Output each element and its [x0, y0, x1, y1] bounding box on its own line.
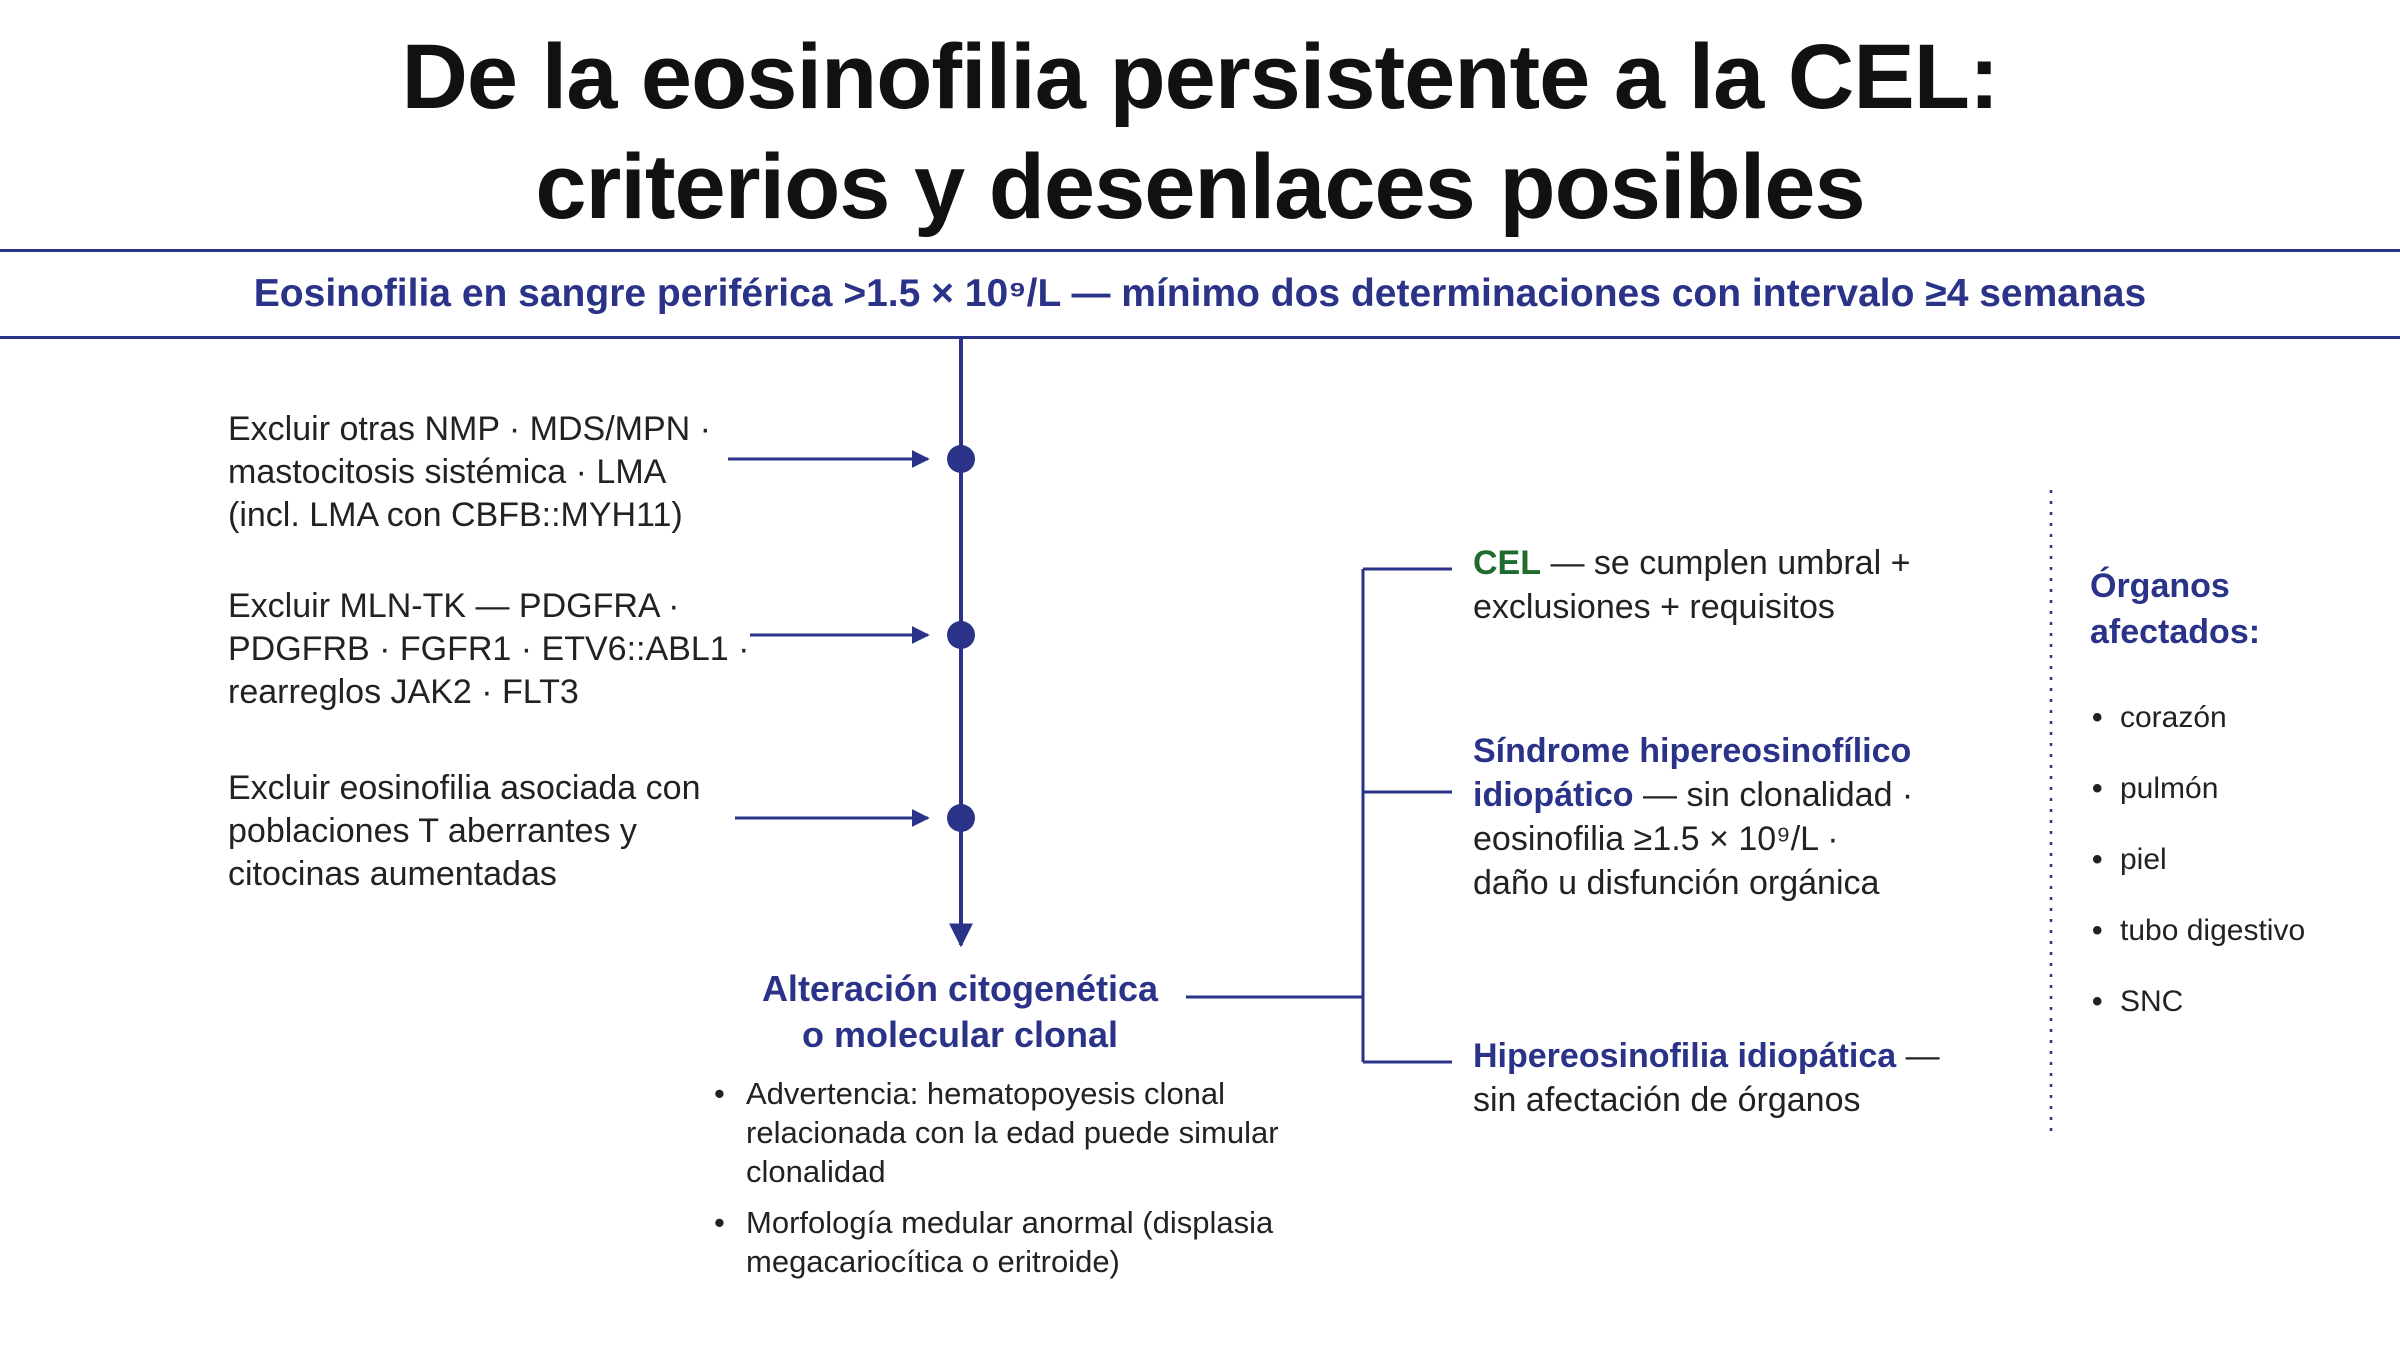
- exclusion-3-line-2: poblaciones T aberrantes y: [228, 812, 637, 850]
- organ-item: • tubo digestivo: [2090, 907, 2305, 978]
- outcome-hi-line-2: sin afectación de órganos: [1473, 1081, 1861, 1119]
- threshold-banner: Eosinofilia en sangre periférica >1.5 × 10⁹/L — mínimo dos determinaciones con intervalo ≥4 semanas: [253, 272, 2147, 315]
- clonal-alteration-node: [700, 966, 1220, 1058]
- exclusion-criterion-3: [228, 767, 700, 896]
- outcome-hi: [1473, 1034, 1940, 1122]
- outcome-shi-heading-2: idiopático: [1473, 776, 1634, 814]
- outcome-shi-line-4: daño u disfunción orgánica: [1473, 864, 1880, 902]
- outcome-cel: [1473, 541, 1910, 629]
- title-line-2: criterios y desenlaces posibles: [535, 136, 1865, 238]
- exclusion-criterion-1: [228, 408, 711, 537]
- clonal-note-marrow-morphology: • Morfología medular anormal (displasia megacariocítica o eritroide): [712, 1203, 1332, 1281]
- exclusion-3-line-3: citocinas aumentadas: [228, 855, 557, 893]
- organ-item: • SNC: [2090, 978, 2305, 1049]
- outcome-cel-rest: — se cumplen umbral +: [1541, 544, 1911, 582]
- exclusion-2-line-2: PDGFRB · FGFR1 · ETV6::ABL1 ·: [228, 630, 750, 668]
- exclusion-1-line-2: mastocitosis sistémica · LMA: [228, 453, 667, 491]
- outcome-shi-line-3: eosinofilia ≥1.5 × 10⁹/L ·: [1473, 820, 1839, 858]
- exclusion-criterion-2: [228, 585, 749, 714]
- title-line-1: De la eosinofilia persistente a la CEL:: [401, 26, 1999, 128]
- clonal-line-1: Alteración citogenética: [761, 968, 1159, 1009]
- outcome-hi-rest: —: [1896, 1037, 1940, 1075]
- organ-item: • pulmón: [2090, 765, 2305, 836]
- checkpoint-dot-1: [947, 445, 975, 473]
- organ-item: • piel: [2090, 836, 2305, 907]
- outcome-shi-heading: Síndrome hipereosinofílico: [1473, 732, 1912, 770]
- outcome-hi-heading: Hipereosinofilia idiopática: [1473, 1037, 1897, 1075]
- checkpoint-dot-2: [947, 621, 975, 649]
- organs-list: [2090, 694, 2305, 1049]
- exclusion-1-line-3: (incl. LMA con CBFB::MYH11): [228, 496, 683, 534]
- exclusion-3-line-1: Excluir eosinofilia asociada con: [228, 769, 701, 807]
- clonal-notes-list: [712, 1074, 1332, 1293]
- outcome-cel-line-2: exclusiones + requisitos: [1473, 588, 1835, 626]
- exclusion-1-line-1: Excluir otras NMP · MDS/MPN ·: [228, 410, 711, 448]
- outcome-shi: [1473, 729, 1913, 905]
- organs-title-line-2: afectados:: [2090, 613, 2261, 651]
- exclusion-2-line-1: Excluir MLN-TK — PDGFRA ·: [228, 587, 680, 625]
- clonal-note-chip-warning: • Advertencia: hematopoyesis clonal relacionada con la edad puede simular clonalidad: [712, 1074, 1332, 1191]
- organs-title: [2090, 563, 2260, 655]
- checkpoint-dot-3: [947, 804, 975, 832]
- organs-title-line-1: Órganos: [2090, 567, 2230, 605]
- organ-item: • corazón: [2090, 694, 2305, 765]
- outcome-shi-rest: — sin clonalidad ·: [1633, 776, 1914, 814]
- exclusion-2-line-3: rearreglos JAK2 · FLT3: [228, 673, 579, 711]
- clonal-line-2: o molecular clonal: [801, 1014, 1119, 1055]
- outcome-cel-heading: CEL: [1473, 544, 1541, 582]
